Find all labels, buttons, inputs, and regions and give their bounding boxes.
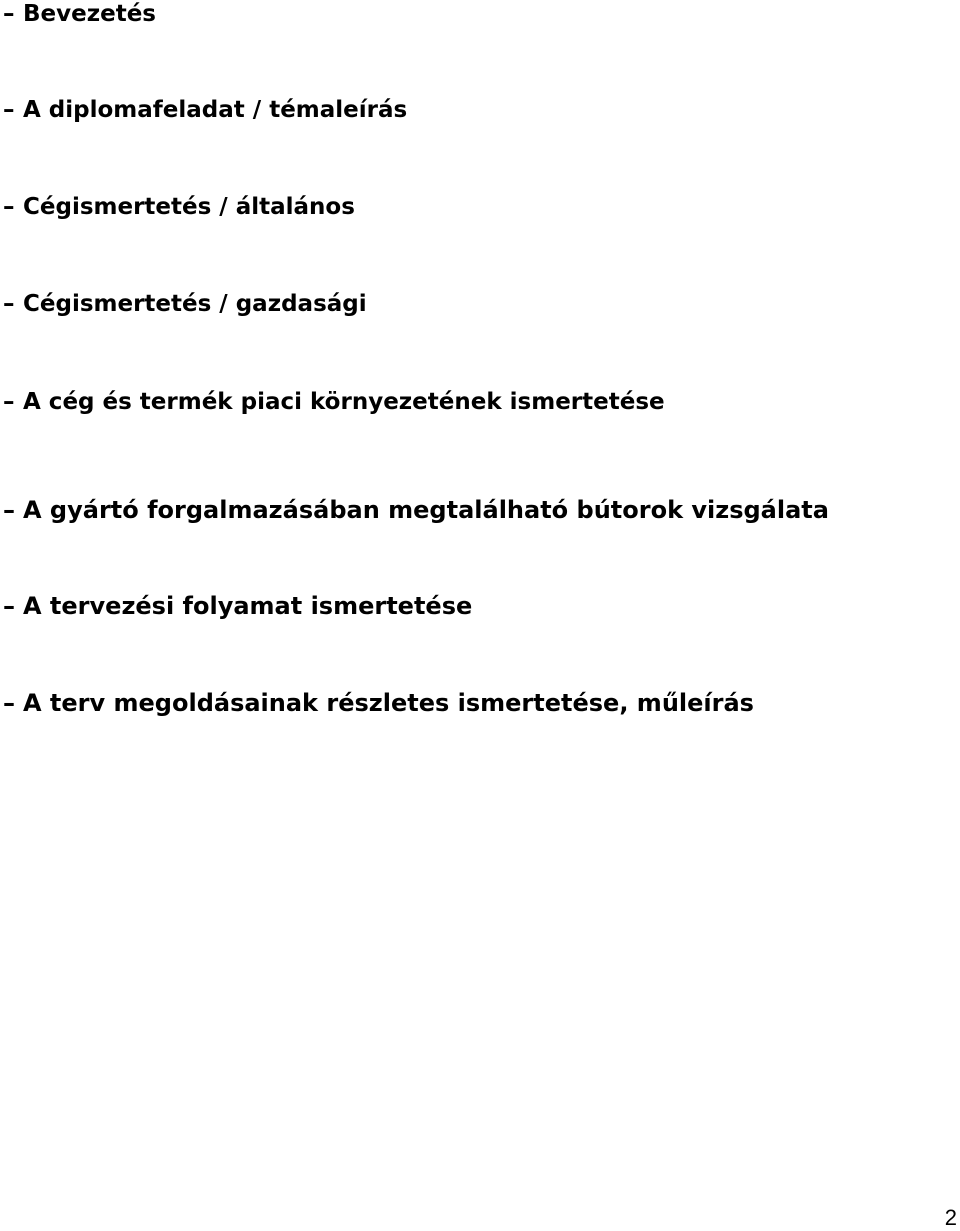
toc-item-dash: – (3, 291, 15, 317)
toc-item-dash: – (3, 496, 15, 524)
toc-item-label: A diplomafeladat / témaleírás (23, 97, 408, 123)
toc-item-thesis-task (3, 99, 407, 122)
page-number: 2 (944, 1205, 957, 1230)
toc-item-furniture-study (3, 498, 829, 522)
toc-item-label: A tervezési folyamat ismertetése (23, 592, 473, 620)
toc-item-design-solutions (3, 691, 754, 715)
toc-item-company-economic (3, 293, 367, 316)
toc-item-company-general (3, 196, 355, 219)
toc-item-dash: – (3, 97, 15, 123)
toc-item-label: A terv megoldásainak részletes ismertetése, műleírás (23, 689, 754, 717)
toc-item-dash: – (3, 592, 15, 620)
toc-item-label: Cégismertetés / gazdasági (23, 291, 367, 317)
toc-item-market-environment (3, 391, 665, 414)
toc-item-label: A cég és termék piaci környezetének ismertetése (23, 389, 665, 415)
toc-item-dash: – (3, 689, 15, 717)
toc-item-design-process (3, 594, 472, 618)
toc-item-introduction (3, 3, 156, 26)
toc-item-label: Bevezetés (23, 1, 156, 27)
toc-item-dash: – (3, 1, 15, 27)
toc-item-label: A gyártó forgalmazásában megtalálható bútorok vizsgálata (23, 496, 829, 524)
toc-item-label: Cégismertetés / általános (23, 194, 355, 220)
toc-item-dash: – (3, 194, 15, 220)
toc-item-dash: – (3, 389, 15, 415)
